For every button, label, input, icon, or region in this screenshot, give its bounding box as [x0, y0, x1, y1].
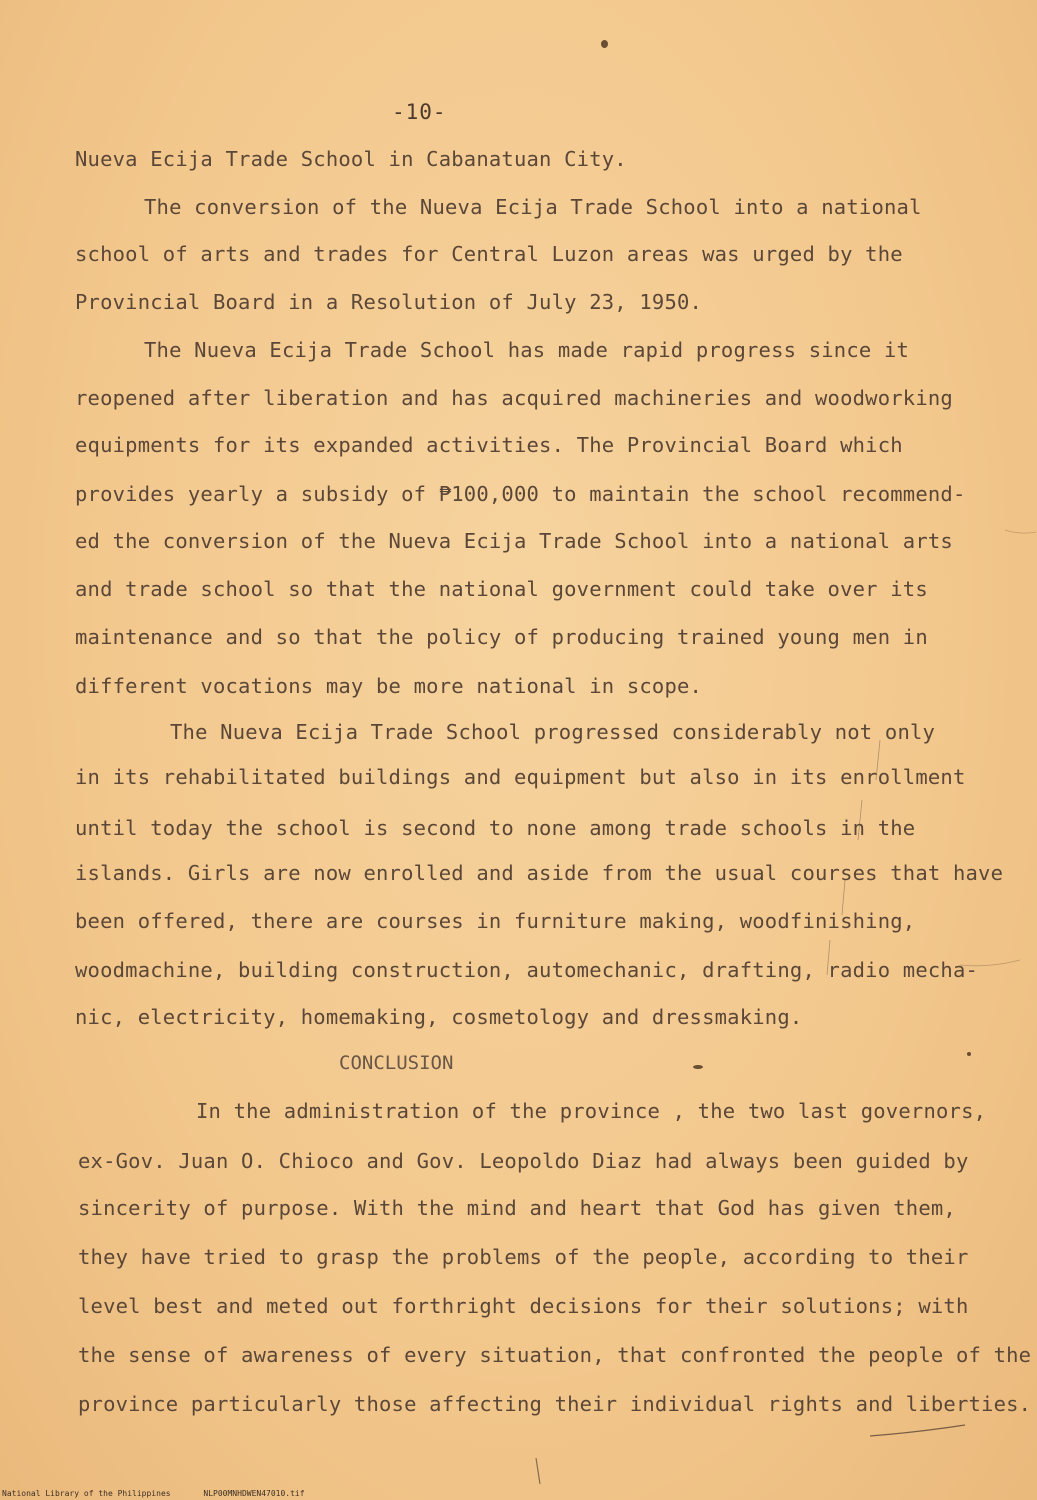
text-line: equipments for its expanded activities. The Provincial Board which: [75, 433, 903, 457]
page-number: -10-: [392, 100, 447, 124]
section-heading: CONCLUSION: [339, 1052, 454, 1074]
text-line: province particularly those affecting their individual rights and liberties.: [78, 1392, 1032, 1416]
text-line: ed the conversion of the Nueva Ecija Trade School into a national arts: [75, 529, 953, 553]
text-line: sincerity of purpose. With the mind and heart that God has given them,: [78, 1196, 956, 1220]
text-line: The Nueva Ecija Trade School progressed considerably not only: [170, 720, 936, 744]
text-line: nic, electricity, homemaking, cosmetology and dressmaking.: [75, 1005, 803, 1029]
text-line: different vocations may be more national in scope.: [75, 674, 703, 698]
text-line: woodmachine, building construction, automechanic, drafting, radio mecha-: [75, 958, 979, 982]
text-line: ex-Gov. Juan O. Chioco and Gov. Leopoldo Diaz had always been guided by: [78, 1149, 969, 1173]
text-line: level best and meted out forthright decisions for their solutions; with: [78, 1294, 969, 1318]
text-line: and trade school so that the national government could take over its: [75, 577, 928, 601]
scan-footer: [2, 1489, 333, 1498]
text-line: reopened after liberation and has acquired machineries and woodworking: [75, 386, 953, 410]
footer-institution: National Library of the Philippines: [2, 1489, 171, 1498]
footer-filename: NLP00MNHDWEN47010.tif: [203, 1489, 305, 1498]
text-line: Provincial Board in a Resolution of July 23, 1950.: [75, 290, 703, 314]
text-line: until today the school is second to none among trade schools in the: [75, 816, 916, 840]
text-line: Nueva Ecija Trade School in Cabanatuan City.: [75, 147, 627, 171]
text-line: islands. Girls are now enrolled and aside from the usual courses that have: [75, 861, 1004, 885]
text-line: The conversion of the Nueva Ecija Trade School into a national: [144, 195, 922, 219]
text-line: In the administration of the province , the two last governors,: [196, 1099, 987, 1123]
text-line: provides yearly a subsidy of ₱100,000 to maintain the school recommend-: [75, 482, 966, 506]
text-line: they have tried to grasp the problems of the people, according to their: [78, 1245, 969, 1269]
text-line: in its rehabilitated buildings and equipment but also in its enrollment: [75, 765, 966, 789]
text-line: the sense of awareness of every situation, that confronted the people of the: [78, 1343, 1032, 1367]
text-line: maintenance and so that the policy of producing trained young men in: [75, 625, 928, 649]
text-line: The Nueva Ecija Trade School has made rapid progress since it: [144, 338, 910, 362]
text-line: been offered, there are courses in furniture making, woodfinishing,: [75, 909, 916, 933]
text-line: school of arts and trades for Central Luzon areas was urged by the: [75, 242, 903, 266]
